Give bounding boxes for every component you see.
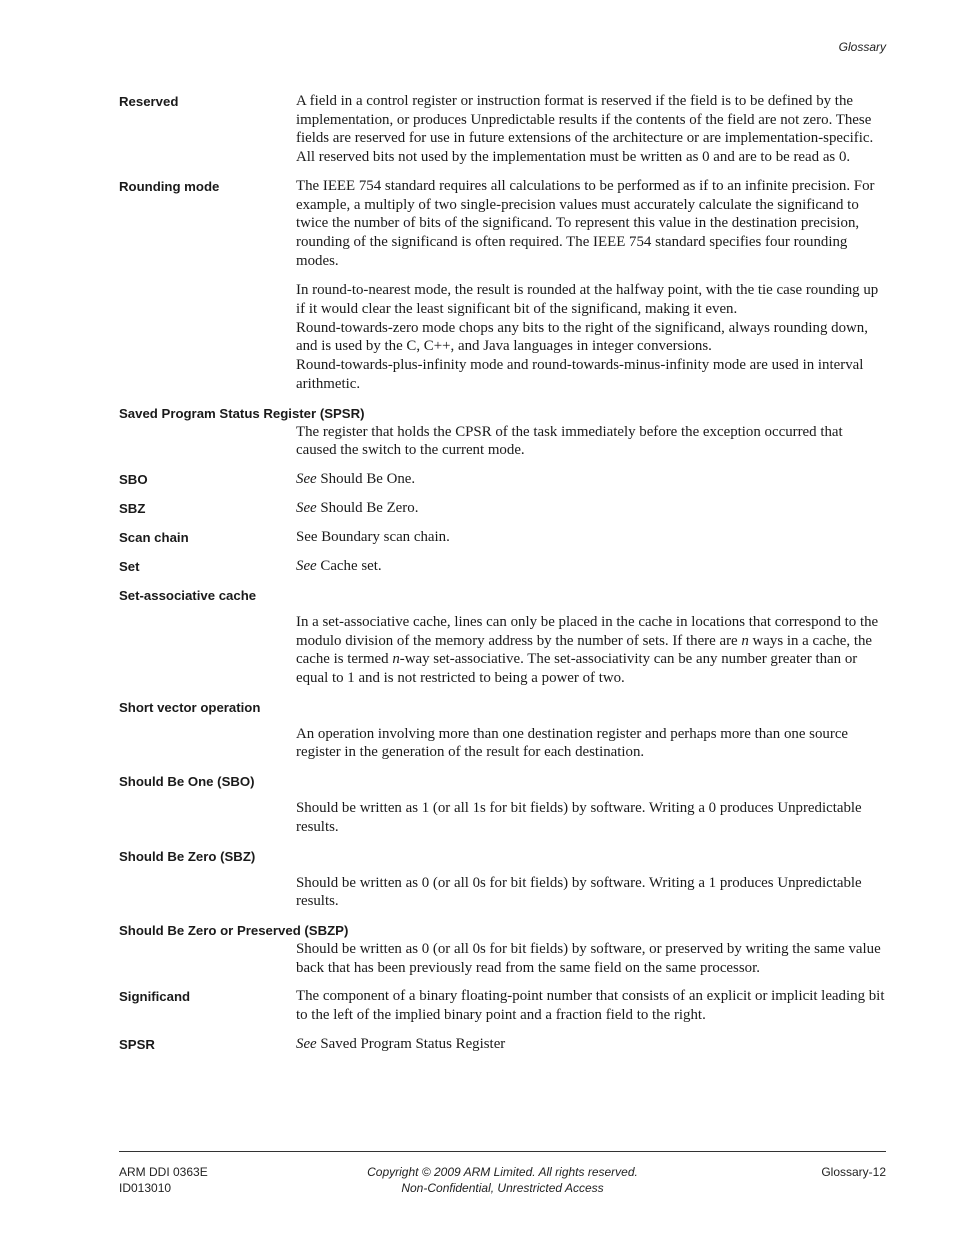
cross-reference-target: Saved Program Status Register <box>316 1035 506 1052</box>
definition-text: See Boundary scan chain. <box>296 528 450 545</box>
glossary-entry-significand <box>119 987 885 1024</box>
definition-text: A field in a control register or instruction format is reserved if the field is to be defined by the implementation, or produces Unpredictable results if the contents of the field are not zero. These fields are reserved for use in future extensions of the architecture or are implementation-specific. All reserved bits not used by the implementation must be written as 0 and are to be read as 0. <box>296 93 874 166</box>
definition-text: The IEEE 754 standard requires all calculations to be performed as if to an infinite precision. For example, a multiply of two single-precision values must accurately calculate the significand to twice the number of bits of the significand. To represent this value in the destination precision, rounding of the significand is often required. The IEEE 754 standard specifies four rounding modes. <box>296 177 875 269</box>
footer-divider <box>119 1151 886 1152</box>
definition-paragraph <box>296 177 885 271</box>
glossary-definition <box>296 725 885 762</box>
glossary-term: Rounding mode <box>119 178 220 194</box>
glossary-definition <box>296 613 885 688</box>
copyright-notice: Copyright © 2009 ARM Limited. All rights reserved. <box>367 1165 638 1179</box>
glossary-definition <box>296 557 885 576</box>
definition-text: The register that holds the CPSR of the task immediately before the exception occurred that caused the switch to the current mode. <box>296 423 843 459</box>
definition-paragraph <box>296 92 885 167</box>
glossary-entry-scan-chain <box>119 528 885 547</box>
glossary-term: SBO <box>119 471 148 487</box>
glossary-term: Scan chain <box>119 529 189 545</box>
glossary-term: Saved Program Status Register (SPSR) <box>119 405 365 421</box>
glossary-term: Reserved <box>119 94 179 109</box>
glossary-entry-reserved <box>119 92 885 167</box>
glossary-term: Should Be Zero (SBZ) <box>119 848 256 864</box>
definition-text: Should be written as 0 (or all 0s for bit fields) by software, or preserved by writing the same value back that has been previously read from the same field on the same processor. <box>296 940 881 976</box>
glossary-definition <box>296 528 885 547</box>
definition-paragraph <box>296 557 885 576</box>
glossary-definition <box>296 177 885 394</box>
glossary-entry-should-be-zero-sbz <box>119 847 885 911</box>
definition-paragraph <box>296 725 885 762</box>
definition-text: The component of a binary floating-point number that consists of an explicit or implicit leading bit to the left of the implied binary point and a fraction field to the right. <box>296 988 885 1024</box>
glossary-term: Short vector operation <box>119 699 261 715</box>
glossary-entry-should-be-one-sbo <box>119 772 885 836</box>
access-notice: Non-Confidential, Unrestricted Access <box>401 1181 604 1195</box>
italic-variable: n <box>741 632 749 649</box>
glossary-term: SBZ <box>119 500 146 516</box>
see-reference-label: See <box>296 499 317 516</box>
glossary-entry-spsr <box>119 1035 885 1054</box>
glossary-entry-rounding-mode <box>119 177 885 394</box>
glossary-definition <box>296 874 885 911</box>
see-reference-label: See <box>296 1035 317 1052</box>
definition-paragraph <box>296 987 885 1024</box>
definition-text: In round-to-nearest mode, the result is rounded at the halfway point, with the tie case rounding up if it would clear the least significant bit of the significand, making it even. <box>296 282 879 318</box>
definition-paragraph <box>296 499 885 518</box>
glossary-definition <box>296 92 885 167</box>
glossary-entry-saved-program-status-register-spsr <box>119 404 885 460</box>
cross-reference-target: Should Be Zero. <box>316 499 419 516</box>
glossary-definition <box>296 470 885 489</box>
glossary-entry-short-vector-operation <box>119 698 885 762</box>
glossary-term: Should Be Zero or Preserved (SBZP) <box>119 922 349 938</box>
glossary-term: Set-associative cache <box>119 587 257 603</box>
page-number: Glossary-12 <box>821 1165 886 1179</box>
glossary-definition <box>296 499 885 518</box>
cross-reference-target: Should Be One. <box>316 470 416 487</box>
definition-paragraph <box>296 470 885 489</box>
see-reference-label: See <box>296 557 317 574</box>
definition-paragraph <box>296 1035 885 1054</box>
glossary-entry-set-associative-cache <box>119 586 885 688</box>
glossary-definition <box>296 1035 885 1054</box>
definition-text: Round-towards-plus-infinity mode and round-towards-minus-infinity mode are used in interval arithmetic. <box>296 357 864 392</box>
footer-legal <box>119 1164 886 1196</box>
definition-paragraph <box>296 281 885 393</box>
glossary-definition <box>296 940 885 977</box>
glossary-definition <box>296 799 885 836</box>
glossary-term: Significand <box>119 989 191 1005</box>
definition-paragraph <box>296 423 885 460</box>
definition-text: An operation involving more than one destination register and perhaps more than one source register in the generation of the result for each destination. <box>296 725 849 761</box>
glossary-definition <box>296 423 885 460</box>
cross-reference-target: Cache set. <box>316 557 382 574</box>
definition-text: Round-towards-zero mode chops any bits to the right of the significand, always rounding down, and is used by the C, C++, and Java languages in integer conversions. <box>296 319 868 355</box>
glossary-entry-sbz <box>119 499 885 518</box>
glossary-list <box>119 92 885 1064</box>
definition-text: Should be written as 0 (or all 0s for bit fields) by software. Writing a 1 produces Unpredictable results. <box>296 874 862 910</box>
glossary-entry-should-be-zero-or-preserved-sbzp <box>119 921 885 977</box>
glossary-term: SPSR <box>119 1036 155 1052</box>
running-header: Glossary <box>838 40 886 54</box>
doc-id: ARM DDI 0363E <box>119 1165 208 1179</box>
definition-paragraph <box>296 528 885 547</box>
glossary-term: Should Be One (SBO) <box>119 774 255 790</box>
definition-text: In a set-associative cache, lines can only be placed in the cache in locations that correspond to the modulo division of the memory address by the number of sets. If there are <box>296 613 879 649</box>
italic-variable: n <box>392 651 400 668</box>
doc-version: ID013010 <box>119 1181 172 1195</box>
definition-paragraph <box>296 874 885 911</box>
glossary-term: Set <box>119 558 140 574</box>
definition-text: -way set-associative. The set-associativity can be any number greater than or equal to 1 and is not restricted to being a power of two. <box>296 651 858 687</box>
definition-paragraph <box>296 799 885 836</box>
glossary-definition <box>296 987 885 1024</box>
glossary-entry-set <box>119 557 885 576</box>
see-reference-label: See <box>296 470 317 487</box>
definition-text: ways in a cache, the cache is termed <box>296 632 873 668</box>
definition-text: Should be written as 1 (or all 1s for bit fields) by software. Writing a 0 produces Unpredictable results. <box>296 800 862 835</box>
definition-paragraph <box>296 940 885 977</box>
glossary-entry-sbo <box>119 470 885 489</box>
definition-paragraph <box>296 613 885 688</box>
